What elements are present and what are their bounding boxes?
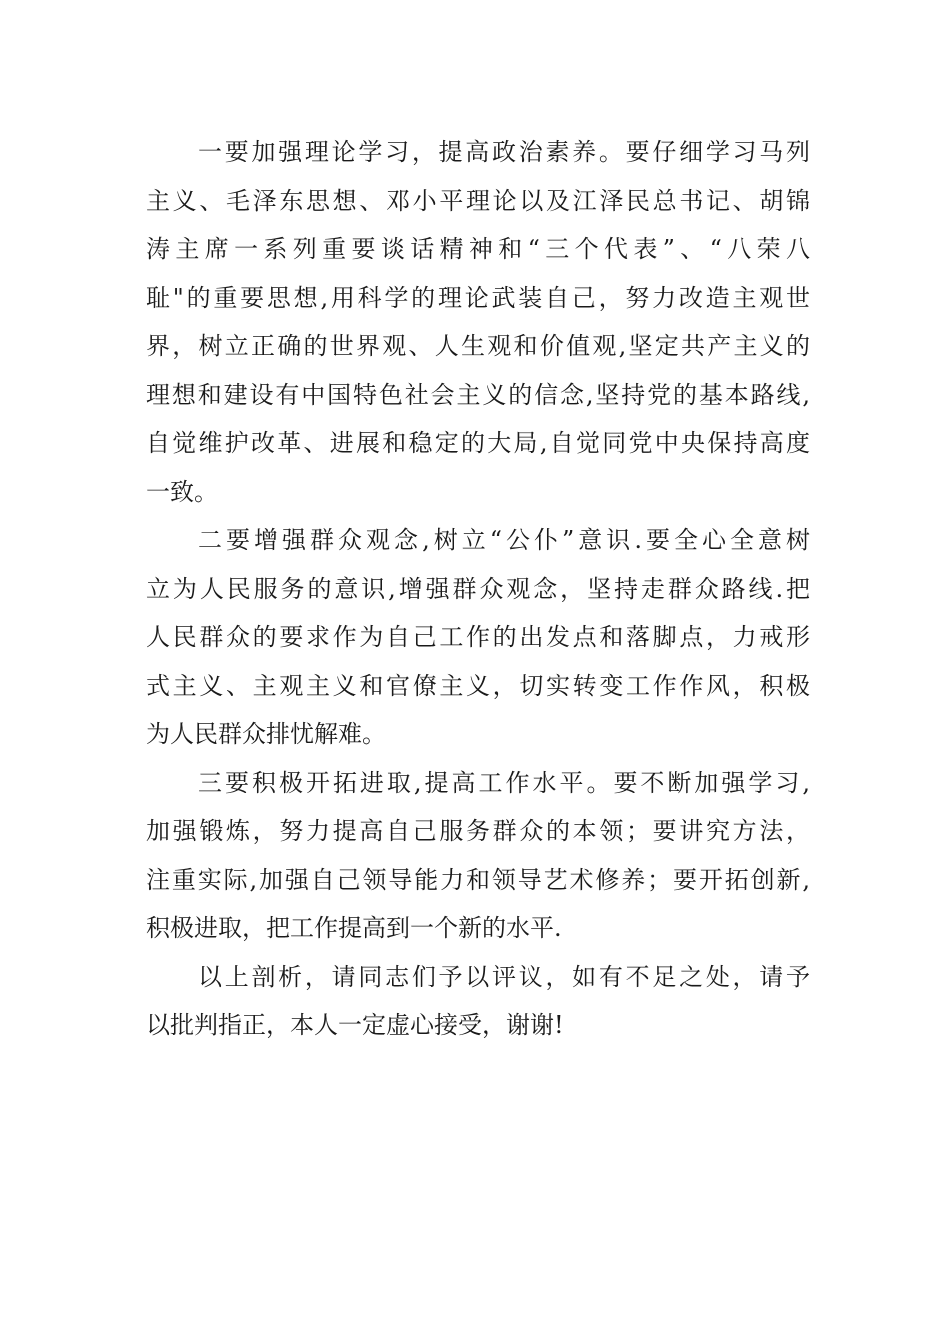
text-line: 加强锻炼，努力提高自己服务群众的本领；要讲究方法，: [146, 817, 810, 845]
text-line: 立为人民服务的意识,增强群众观念，坚持走群众路线.把: [146, 574, 810, 603]
text-line: 涛主席一系列重要谈话精神和“三个代表”、“八荣八: [146, 235, 810, 263]
text-line: 界，树立正确的世界观、人生观和价值观,坚定共产主义的: [146, 332, 810, 360]
text-line: 主义、毛泽东思想、邓小平理论以及江泽民总书记、胡锦: [146, 186, 810, 215]
text-line: 积极进取，把工作提高到一个新的水平.: [146, 914, 562, 942]
text-line: 以批判指正，本人一定虚心接受，谢谢!: [146, 1011, 564, 1039]
text-line: 一要加强理论学习，提高政治素养。要仔细学习马列: [198, 138, 810, 166]
text-line: 以上剖析，请同志们予以评议，如有不足之处，请予: [198, 962, 810, 991]
document-body: [146, 128, 810, 1050]
text-line: 为人民群众排忧解难。: [146, 720, 386, 748]
text-line: 理想和建设有中国特色社会主义的信念,坚持党的基本路线,: [146, 380, 810, 409]
paragraph-4: [146, 953, 810, 1050]
text-line: 一致。: [146, 477, 218, 506]
paragraph-3: [146, 759, 810, 953]
text-line: 耻"的重要思想,用科学的理论武装自己，努力改造主观世: [146, 283, 810, 312]
text-line: 人民群众的要求作为自己工作的出发点和落脚点，力戒形: [146, 623, 810, 651]
text-line: 式主义、主观主义和官僚主义，切实转变工作作风，积极: [146, 671, 810, 700]
paragraph-1: [146, 128, 810, 516]
text-line: 注重实际,加强自己领导能力和领导艺术修养；要开拓创新,: [146, 865, 810, 894]
paragraph-2: [146, 516, 810, 759]
text-line: 二要增强群众观念,树立“公仆”意识.要全心全意树: [198, 526, 810, 554]
text-line: 自觉维护改革、进展和稳定的大局,自觉同党中央保持高度: [146, 429, 810, 457]
text-line: 三要积极开拓进取,提高工作水平。要不断加强学习,: [198, 768, 810, 797]
